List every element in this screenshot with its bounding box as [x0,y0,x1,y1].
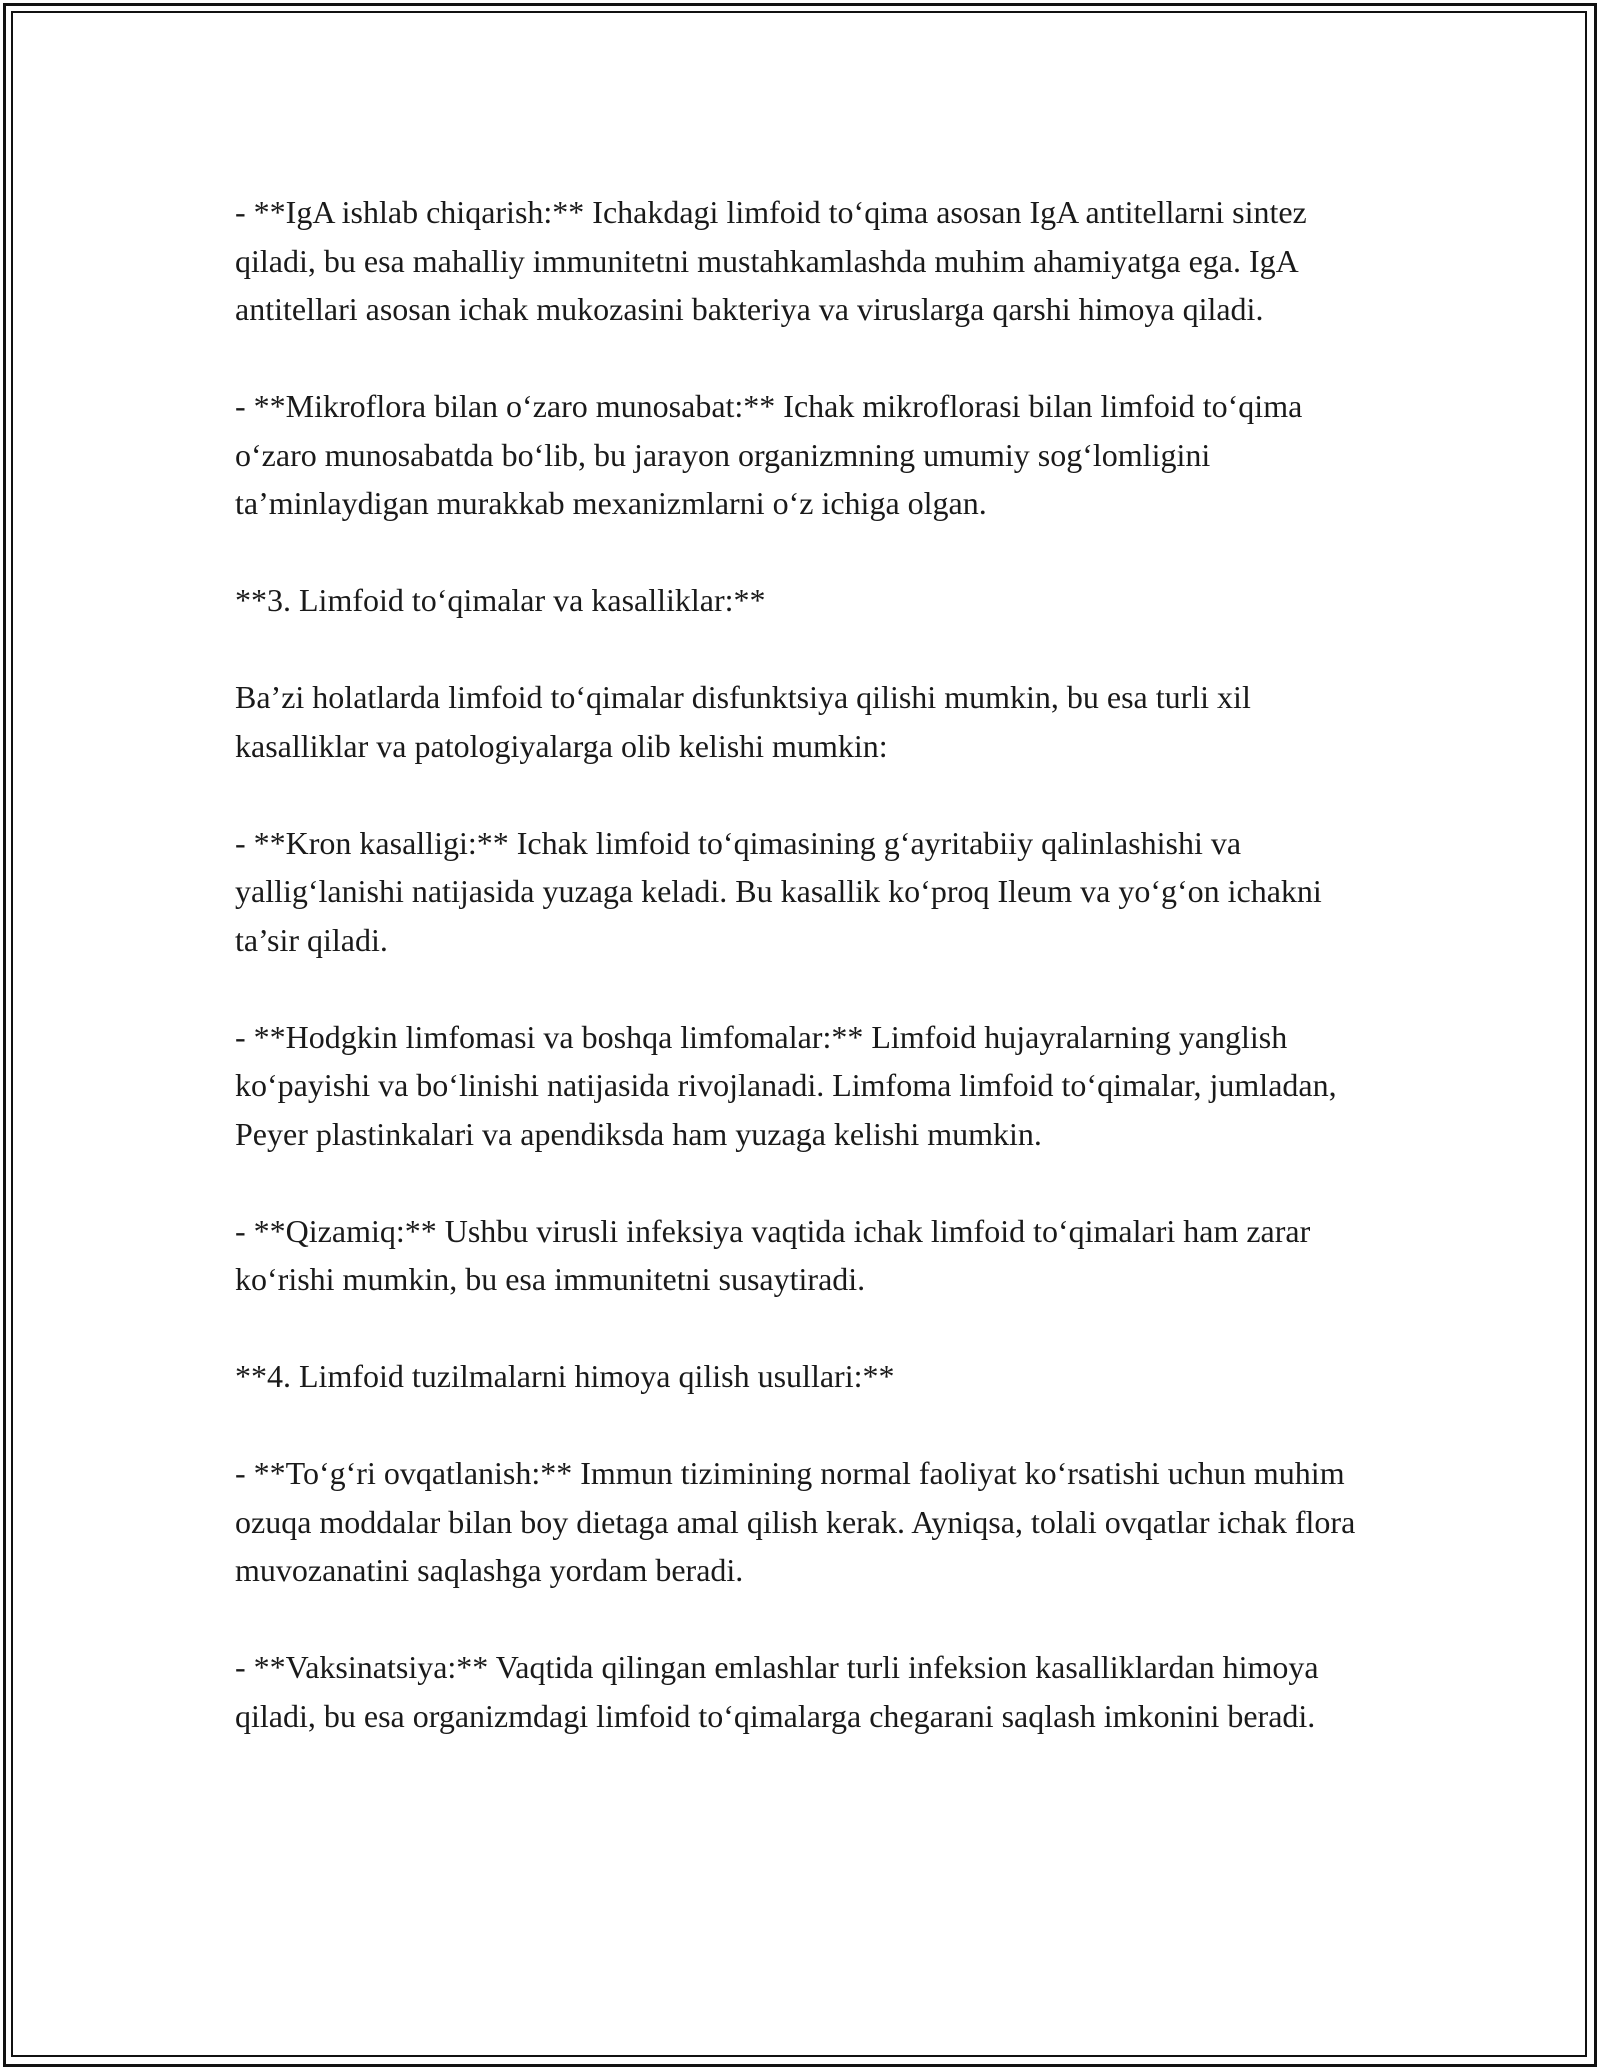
paragraph-iga-production: - **IgA ishlab chiqarish:** Ichakdagi limfoid to‘qima asosan IgA antitellarni sintez qiladi, bu esa mahalliy immunitetni mustahkamlashda muhim ahamiyatga ega. IgA antitellari asosan ichak mukozasini bakteriya va viruslarga qarshi himoya qiladi. [235,194,1307,327]
paragraph-diseases-intro: Ba’zi holatlarda limfoid to‘qimalar disfunktsiya qilishi mumkin, bu esa turli xil kasalliklar va patologiyalarga olib kelishi mumkin: [235,679,1251,764]
paragraph-hodgkin-lymphoma: - **Hodgkin limfomasi va boshqa limfomalar:** Limfoid hujayralarning yanglish ko‘payishi va bo‘linishi natijasida rivojlanadi. Limfoma limfoid to‘qimalar, jumladan, Peyer plastinkalari va apendiksda ham yuzaga kelishi mumkin. [235,1018,1337,1152]
document-body [235,188,1385,1740]
section-heading-protection: **4. Limfoid tuzilmalarni himoya qilish usullari:** [235,1358,895,1394]
section-heading-diseases: **3. Limfoid to‘qimalar va kasalliklar:** [235,582,766,618]
paragraph-measles: - **Qizamiq:** Ushbu virusli infeksiya vaqtida ichak limfoid to‘qimalari ham zarar ko‘rishi mumkin, bu esa immunitetni susaytiradi. [235,1212,1311,1297]
paragraph-crohn-disease: - **Kron kasalligi:** Ichak limfoid to‘qimasining g‘ayritabiiy qalinlashishi va yallig‘lanishi natijasida yuzaga keladi. Bu kasallik ko‘proq Ileum va yo‘g‘on ichakni ta’sir qiladi. [235,824,1322,958]
paragraph-microflora-interaction: - **Mikroflora bilan o‘zaro munosabat:** Ichak mikroflorasi bilan limfoid to‘qima o‘zaro munosabatda bo‘lib, bu jarayon organizmning umumiy sog‘lomligini ta’minlaydigan murakkab mexanizmlarni o‘z ichiga olgan. [235,388,1303,521]
paragraph-vaccination: - **Vaksinatsiya:** Vaqtida qilingan emlashlar turli infeksion kasalliklardan himoya qiladi, bu esa organizmdagi limfoid to‘qimalarga chegarani saqlash imkonini beradi. [235,1649,1319,1734]
paragraph-proper-nutrition: - **To‘g‘ri ovqatlanish:** Immun tizimining normal faoliyat ko‘rsatishi uchun muhim ozuqa moddalar bilan boy dietaga amal qilish kerak. Ayniqsa, tolali ovqatlar ichak flora muvozanatini saqlashga yordam beradi. [235,1455,1356,1588]
